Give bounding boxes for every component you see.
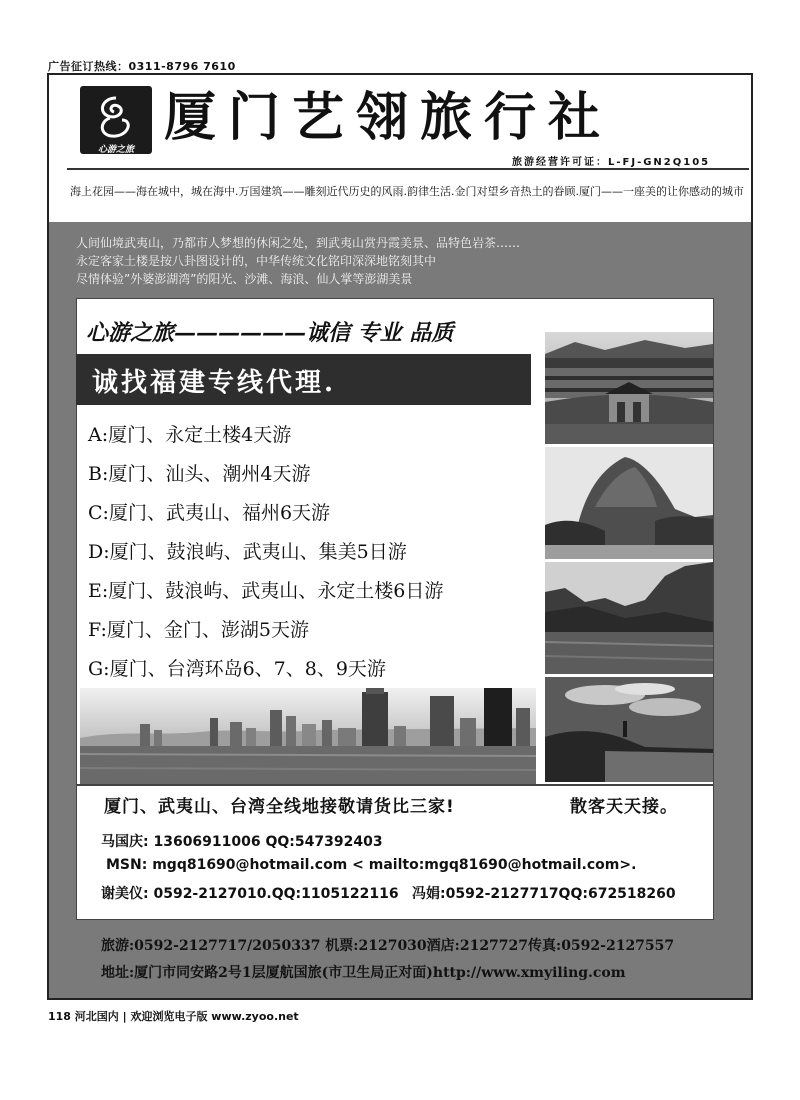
footer-phones: 旅游:0592-2127717/2050337 机票:2127030酒店:2127727传真:0592-2127557 [101,938,675,954]
page-footer: 118 河北国内 | 欢迎浏览电子版 www.zyoo.net [48,1010,299,1023]
contact-ma: 马国庆: 13606911006 QQ:547392403 [101,834,383,850]
route-item: F:厦门、金门、澎湖5天游 [88,619,309,641]
coast-photo [545,677,713,782]
route-item: G:厦门、台湾环岛6、7、8、9天游 [88,658,386,680]
xiamen-intro: 海上花园——海在城中，城在海中.万国建筑——雕刻近代历史的风雨.韵律生活.金门对望乡音热土的眷顾.厦门——一座美的让你感动的城市 [70,185,744,198]
promo-daily-text: 散客天天接。 [570,797,678,817]
route-item: D:厦门、鼓浪屿、武夷山、集美5日游 [88,541,407,563]
footer-address: 地址:厦门市同安路2号1层厦航国旅(市卫生局正对面)http://www.xmyiling.com [101,965,626,981]
route-item: B:厦门、汕头、潮州4天游 [88,463,311,485]
river-photo [545,562,713,674]
wuyi-mountain-photo [545,447,713,559]
contact-feng: 冯娟:0592-2127717QQ:672518260 [412,886,676,902]
agent-banner-text: 诚找福建专线代理. [92,368,337,398]
header-divider [67,168,749,170]
city-skyline-photo [80,688,536,784]
route-list [88,418,443,691]
intro-line: 人间仙境武夷山，乃都市人梦想的休闲之处，到武夷山赏丹霞美景、品特色岩茶…… [76,236,521,250]
contact-msn: MSN: mgq81690@hotmail.com < mailto:mgq81690@hotmail.com>. [106,857,637,873]
ad-hotline: 广告征订热线：0311-8796 7610 [48,60,236,73]
intro-line: 尽情体验”外婆澎湖湾”的阳光、沙滩、海浪、仙人掌等澎湖美景 [76,272,413,286]
route-item: A:厦门、永定土楼4天游 [88,424,292,446]
license-number: 旅游经营许可证：L-FJ-GN2Q105 [512,157,711,168]
agency-name: 厦门艺翎旅行社 [164,88,613,148]
intro-line: 永定客家土楼是按八卦图设计的，中华传统文化铭印深深地铭刻其中 [76,254,437,268]
promo-text: 厦门、武夷山、台湾全线地接敬请货比三家! [104,797,455,817]
route-item: C:厦门、武夷山、福州6天游 [88,502,331,524]
tulou-photo [545,332,713,444]
logo-caption: 心游之旅 [97,145,134,155]
slogan: 心游之旅——————诚信 专业 品质 [86,320,454,346]
wuyi-intro [76,234,736,288]
route-item: E:厦门、鼓浪屿、武夷山、永定土楼6日游 [88,580,444,602]
contact-xie: 谢美仪: 0592-2127010.QQ:1105122116 [101,886,399,902]
panel-separator [76,784,714,786]
